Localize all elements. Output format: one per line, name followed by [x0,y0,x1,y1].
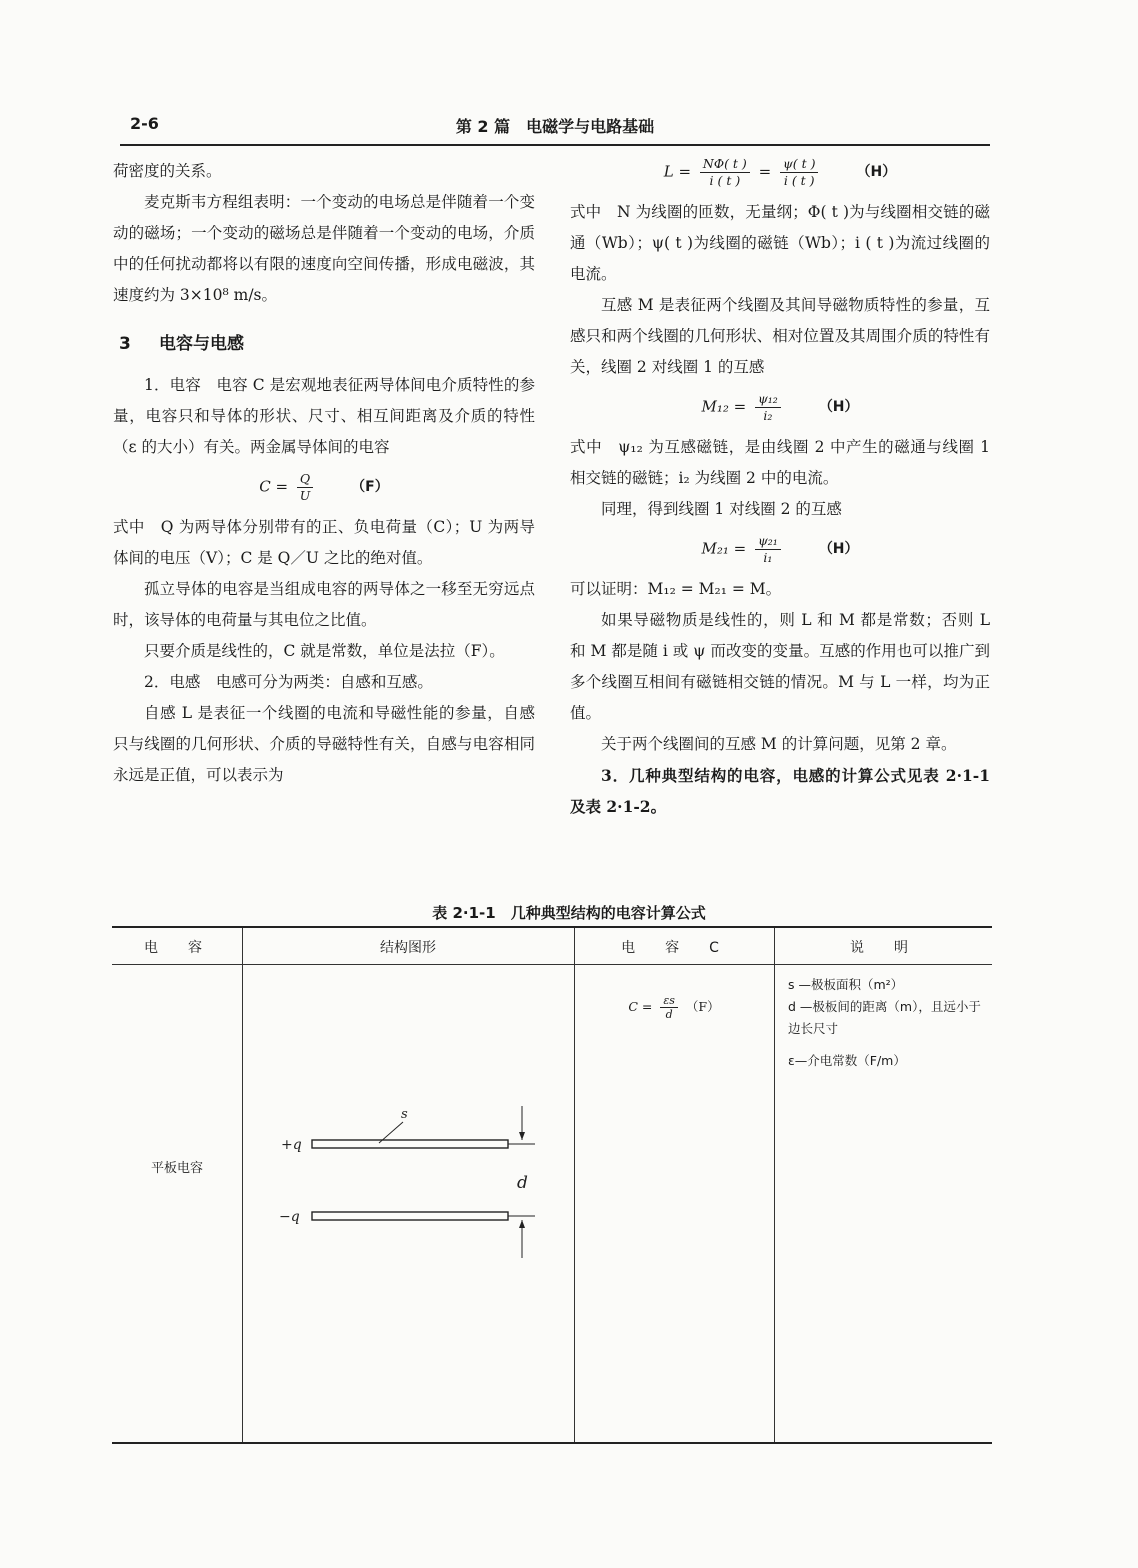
paragraph: 麦克斯韦方程组表明：一个变动的电场总是伴随着一个变动的磁场；一个变动的磁场总是伴随着一个变动的电场，介质中的任何扰动都将以有限的速度向空间传播，形成电磁波，其速度约为 3×10⁸ m/s。 [113,193,535,304]
inductance-formula [570,156,990,189]
paragraph: 式中 ψ₁₂ 为互感磁链，是由线圈 2 中产生的磁通与线圈 1 相交链的磁链；i₂ 为线圈 2 中的电流。 [570,438,990,487]
header-divider [112,964,992,965]
paragraph: 式中 Q 为两导体分别带有的正、负电荷量（C）；U 为两导体间的电压（V）；C 是 Q／U 之比的绝对值。 [113,518,535,567]
paragraph: 只要介质是线性的，C 就是常数，单位是法拉（F）。 [144,642,505,660]
note-item: d —极板间的距离（m），且远小于边长尺寸 [788,999,981,1036]
fraction [700,156,750,189]
denominator: i ( t ) [709,173,741,188]
mutual-inductance-m21-formula [570,533,990,566]
fraction [755,391,781,424]
formula-unit: （H） [856,164,897,180]
formula-lhs: M₂₁ = [701,539,747,558]
paragraph: 互感 M 是表征两个线圈及其间导磁物质特性的参量，互感只和两个线圈的几何形状、相对位置及其周围介质的特性有关，线圈 2 对线圈 1 的互感 [570,296,990,376]
arrow-down-icon [519,1132,525,1140]
parallel-plate-diagram [243,966,573,1436]
running-title: 第 2 篇 电磁学与电路基础 [455,117,655,136]
column-header: 说 明 [850,940,916,956]
page-number: 2-6 [130,114,159,133]
fraction [755,533,781,566]
bottom-plate [312,1212,508,1220]
equals-sign: = [758,162,772,181]
paragraph: 孤立导体的电容是当组成电容的两导体之一移至无穷远点时，该导体的电荷量与其电位之比值。 [113,580,535,629]
page-header [120,114,990,146]
denominator: i₂ [763,408,773,423]
denominator: d [665,1008,673,1021]
formula-lhs: M₁₂ = [701,397,747,416]
numerator: ψ( t ) [780,156,819,173]
fraction [297,471,313,504]
numerator: ψ₂₁ [755,533,781,550]
formula-unit: （F） [685,999,720,1014]
capacitance-table [112,926,992,1444]
column-header: 电 容 [144,940,210,956]
paragraph: 如果导磁物质是线性的，则 L 和 M 都是常数；否则 L 和 M 都是随 i 或 ψ 而改变的变量。互感的作用也可以推广到多个线圈互相间有磁链相交链的情况。M 与 L 一样，均为正值。 [570,611,990,722]
formula-unit: （F） [351,479,389,495]
section-title: 电容与电感 [159,334,244,354]
formula-lhs: C = [628,999,653,1014]
paragraph: 同理，得到线圈 1 对线圈 2 的互感 [601,500,842,518]
paragraph: 式中 N 为线圈的匝数，无量纲；Φ( t )为与线圈相交链的磁通（Wb）；ψ( t )为线圈的磁链（Wb）；i ( t )为流过线圈的电流。 [570,203,990,283]
plate-capacitance-formula [574,994,774,1021]
row-label: 平板电容 [150,1161,203,1176]
plus-q-label: +q [281,1137,302,1153]
denominator: U [299,488,311,503]
numerator: εs [660,994,678,1008]
column-header: 结构图形 [380,940,436,956]
top-plate [312,1140,508,1148]
denominator: i₁ [763,550,773,565]
d-label: d [517,1173,528,1193]
arrow-up-icon [519,1220,525,1228]
numerator: Q [297,471,313,488]
capacitance-formula [113,471,535,504]
right-column [570,156,990,822]
paragraph: 2．电感 电感可分为两类：自感和互感。 [144,673,433,691]
section-heading [119,329,535,360]
formula-lhs: L = [663,162,692,181]
paragraph: 荷密度的关系。 [113,162,222,180]
paragraph: 关于两个线圈间的互感 M 的计算问题，见第 2 章。 [601,735,957,753]
paragraph: 自感 L 是表征一个线圈的电流和导磁性能的参量，自感只与线圈的几何形状、介质的导磁特性有关，自感与电容相同永远是正值，可以表示为 [113,704,535,784]
formula-unit: （H） [818,541,859,557]
mutual-inductance-m12-formula [570,391,990,424]
fraction [780,156,819,189]
left-column [113,156,535,791]
paragraph: 3．几种典型结构的电容，电感的计算公式见表 2·1-1 及表 2·1-2。 [570,766,990,816]
numerator: ψ₁₂ [755,391,781,408]
minus-q-label: −q [279,1209,300,1225]
paragraph: 可以证明：M₁₂ = M₂₁ = M。 [570,580,782,598]
section-number: 3 [119,334,131,354]
column-divider [774,928,775,1442]
note-item: s —极板面积（m²） [788,977,904,992]
note-item: ε—介电常数（F/m） [788,1053,906,1068]
notes-cell [788,974,986,1072]
paragraph: 1．电容 电容 C 是宏观地表征两导体间电介质特性的参量，电容只和导体的形状、尺寸、相互间距离及介质的特性（ε 的大小）有关。两金属导体间的电容 [113,376,535,456]
fraction [660,994,678,1021]
formula-unit: （H） [818,399,859,415]
s-label: s [401,1107,408,1122]
column-header: 电 容 C [621,940,727,956]
formula-lhs: C = [259,477,289,496]
table-caption: 表 2·1-1 几种典型结构的电容计算公式 [432,904,706,922]
numerator: NΦ( t ) [700,156,750,173]
denominator: i ( t ) [783,173,815,188]
